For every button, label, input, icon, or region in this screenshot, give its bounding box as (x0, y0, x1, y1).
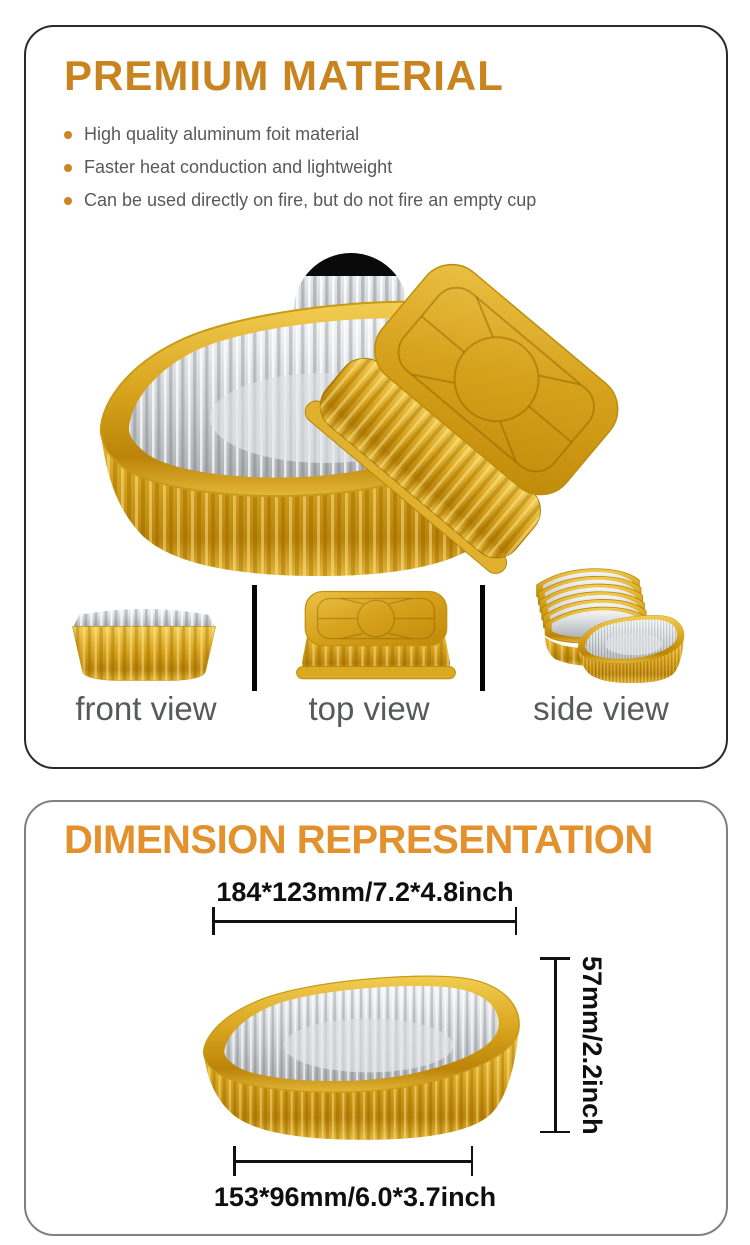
top-width-dimension: 184*123mm/7.2*4.8inch (216, 877, 514, 907)
view-divider (480, 585, 485, 691)
top-view-label: top view (308, 690, 430, 727)
width-dimension-line (212, 920, 517, 922)
feature-text: Can be used directly on fire, but do not fire an empty cup (84, 190, 537, 210)
front-view-label: front view (75, 690, 217, 727)
dimension-section-title: DIMENSION REPRESENTATION (64, 818, 653, 862)
bullet-dot-icon (64, 197, 72, 205)
side-view-label: side view (533, 690, 669, 727)
base-dimension-line (233, 1160, 473, 1162)
bottom-width-dimension: 153*96mm/6.0*3.7inch (213, 1182, 497, 1212)
side-view-image (520, 562, 702, 690)
height-dimension-line (554, 957, 556, 1133)
view-divider (252, 585, 257, 691)
top-view-image (284, 588, 468, 684)
feature-item (64, 184, 536, 217)
bullet-dot-icon (64, 131, 72, 139)
hero-product-image (85, 238, 710, 576)
feature-text: Faster heat conduction and lightweight (84, 157, 393, 177)
feature-item (64, 118, 536, 151)
dimension-pan-image (192, 938, 538, 1144)
feature-list (64, 118, 536, 217)
premium-section-title: PREMIUM MATERIAL (64, 52, 504, 99)
height-dimension: 57mm/2.2inch (577, 955, 607, 1135)
feature-item (64, 151, 536, 184)
bullet-dot-icon (64, 164, 72, 172)
front-view-image (55, 598, 233, 682)
feature-text: High quality aluminum foit material (84, 124, 360, 144)
